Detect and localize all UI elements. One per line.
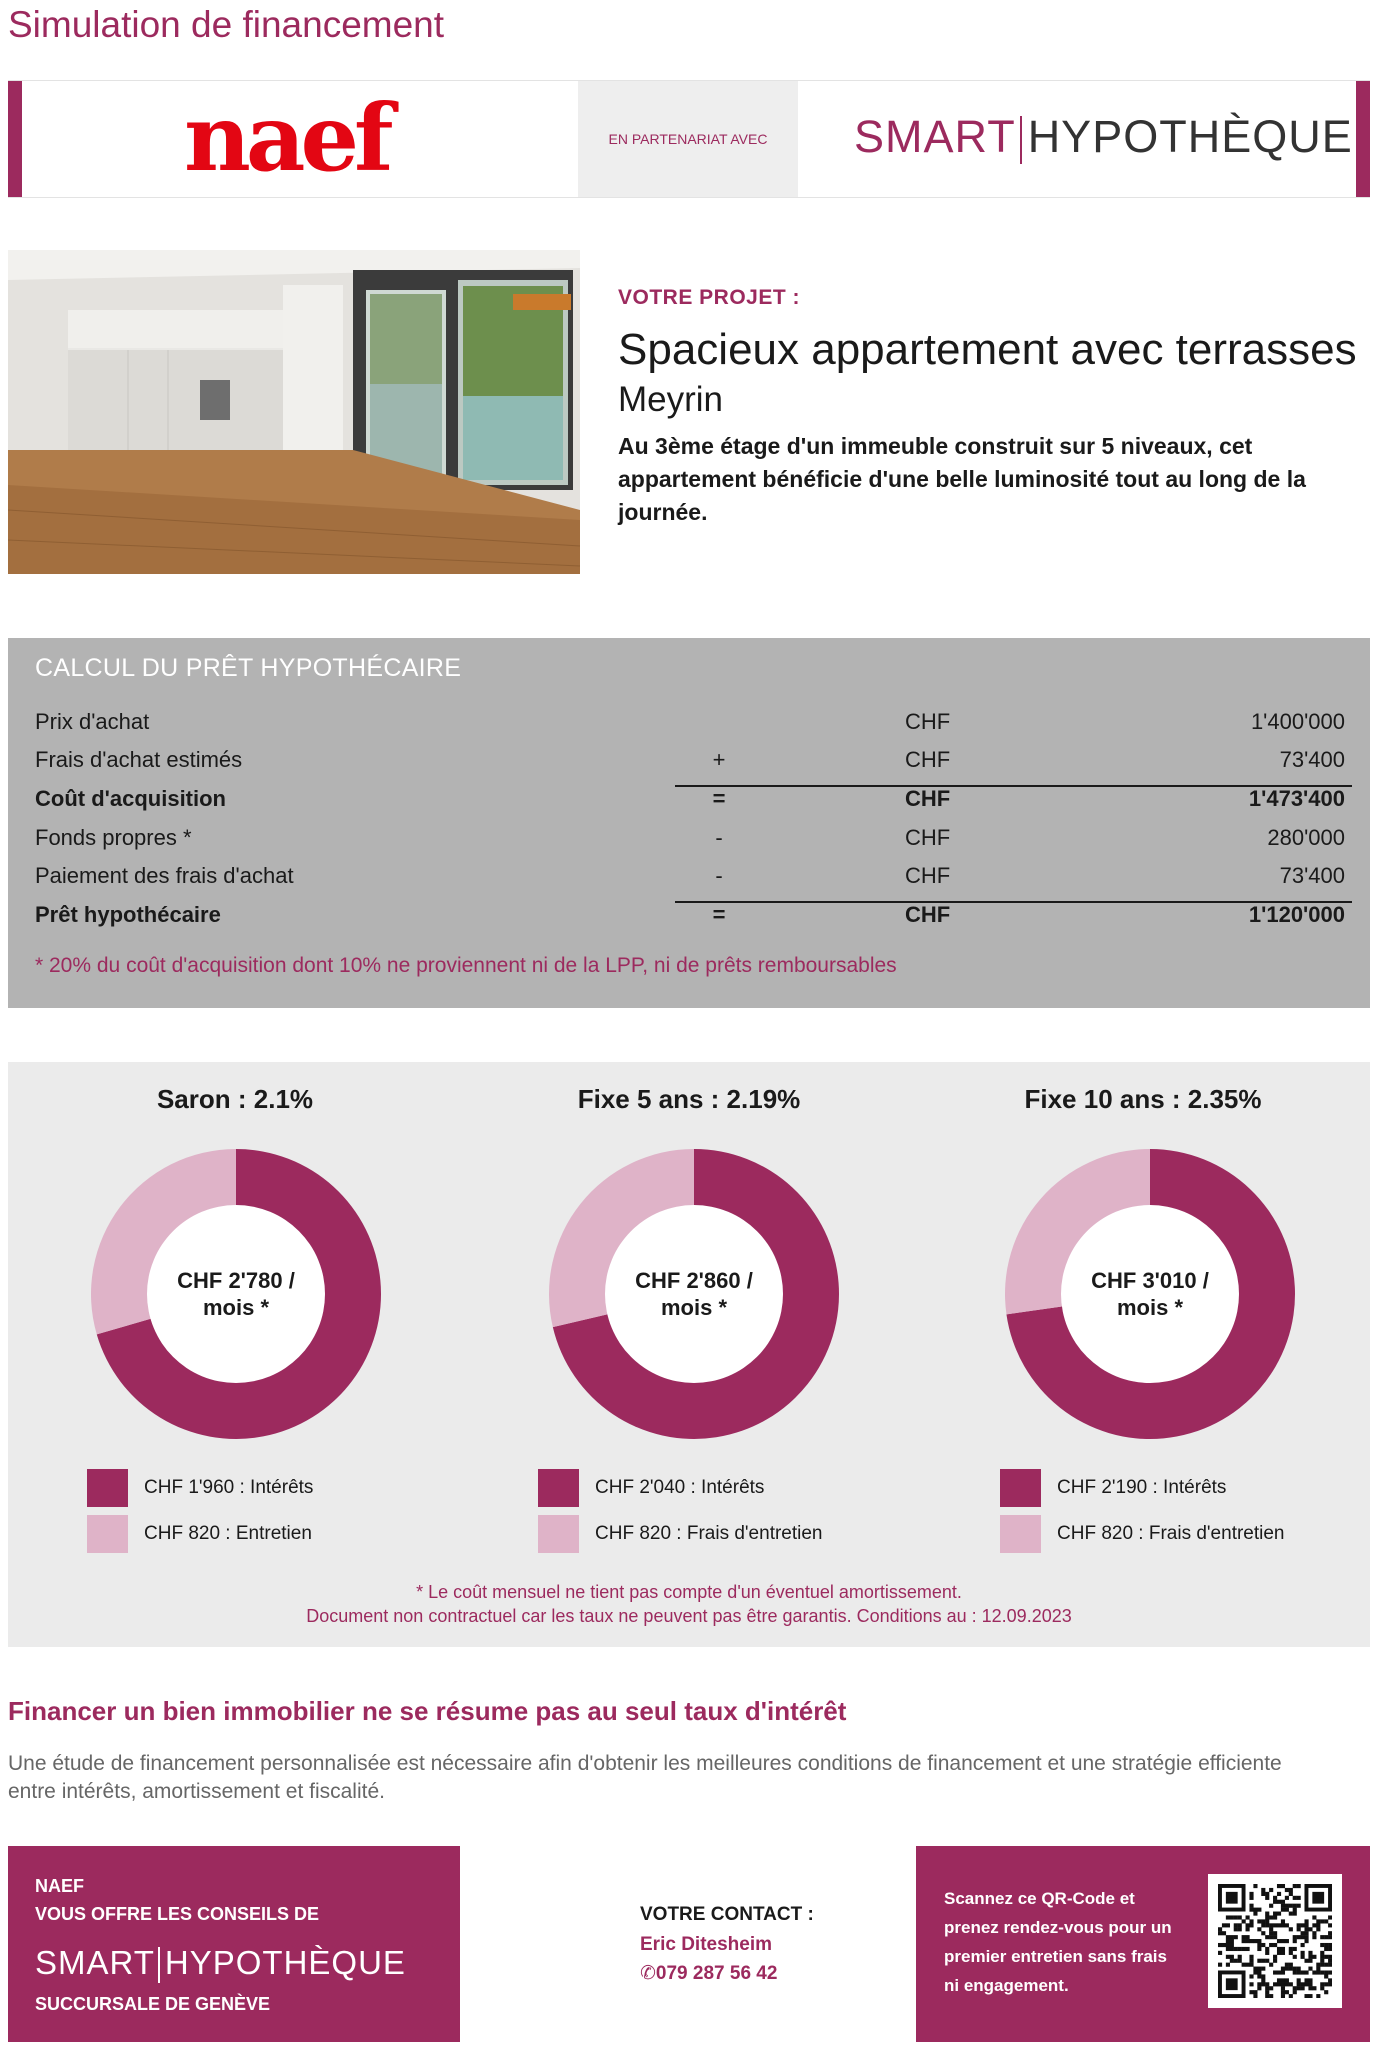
legend-label: CHF 820 : Frais d'entretien [1057, 1523, 1285, 1544]
project-info [618, 286, 1358, 529]
logo-separator [1020, 116, 1022, 164]
footer-qr-block [916, 1846, 1370, 2042]
project-photo [8, 250, 580, 574]
project-title: Spacieux appartement avec terrasses [618, 325, 1357, 374]
donut-chart [1000, 1144, 1300, 1444]
footer-contact-block [460, 1846, 916, 2042]
smart-hypotheque-logo[interactable] [854, 111, 1353, 164]
row-currency: CHF [905, 825, 951, 850]
smart-logo-right: HYPOTHÈQUE [1027, 111, 1353, 162]
project-description: Au 3ème étage d'un immeuble construit sur 5 niveaux, cet appartement bénéficie d'une belle luminosité tout au long de la journée. [618, 433, 1306, 525]
row-currency: CHF [905, 902, 951, 927]
row-label: Prêt hypothécaire [35, 902, 221, 927]
donut-hole [605, 1205, 783, 1383]
rate-card-saron [8, 1062, 462, 1562]
donut-hole [147, 1205, 325, 1383]
footer-naef-label: NAEF [35, 1876, 84, 1896]
legend-interest [1000, 1468, 1226, 1508]
row-currency: CHF [905, 786, 951, 811]
advice-heading: Financer un bien immobilier ne se résume pas au seul taux d'intérêt [8, 1696, 847, 1726]
legend-label: CHF 2'040 : Intérêts [595, 1477, 765, 1498]
loan-row-cost-payment [35, 857, 1345, 895]
donut-center-line2: mois * [1116, 1295, 1184, 1320]
apartment-interior-image [8, 250, 580, 574]
row-operator: = [712, 902, 726, 927]
legend-swatch-interest [538, 1469, 579, 1507]
footer-logo-right: HYPOTHÈQUE [164, 1944, 406, 1981]
loan-row-equity [35, 819, 1345, 857]
row-currency: CHF [905, 863, 951, 888]
donut-center-line1: CHF 2'780 / [177, 1268, 295, 1293]
rate-title: Saron : 2.1% [156, 1084, 314, 1114]
donut-hole [1061, 1205, 1239, 1383]
donut-center-line2: mois * [660, 1295, 728, 1320]
row-currency: CHF [905, 709, 951, 734]
rate-title: Fixe 10 ans : 2.35% [1024, 1084, 1262, 1114]
rate-title: Fixe 5 ans : 2.19% [577, 1084, 801, 1114]
loan-row-acquisition-cost [35, 780, 1345, 818]
legend-label: CHF 1'960 : Intérêts [144, 1477, 314, 1498]
equity-footnote: * 20% du coût d'acquisition dont 10% ne proviennent ni de la LPP, ni de prêts remboursables [35, 954, 897, 977]
naef-logo[interactable]: naef [184, 84, 389, 192]
row-operator: = [712, 786, 726, 811]
row-label: Fonds propres * [35, 825, 192, 850]
qr-code[interactable] [1208, 1874, 1342, 2008]
row-operator: + [712, 747, 726, 772]
row-label: Paiement des frais d'achat [35, 863, 294, 888]
smart-logo-left: SMART [854, 111, 1016, 162]
row-amount: 1'120'000 [1248, 902, 1345, 927]
loan-row-purchase-costs [35, 741, 1345, 779]
footer-advisor-block [8, 1846, 460, 2042]
accent-bar-left [8, 81, 22, 197]
qr-call-to-action: Scannez ce QR-Code et prenez rendez-vous pour un premier entretien sans frais ni engagement. [944, 1889, 1172, 1995]
legend-label: CHF 2'190 : Intérêts [1057, 1477, 1227, 1498]
logo-separator [158, 1947, 160, 1983]
legend-swatch-interest [87, 1469, 128, 1507]
project-label: VOTRE PROJET : [618, 286, 801, 309]
row-amount: 73'400 [1279, 863, 1345, 888]
accent-bar-right [1356, 81, 1370, 197]
legend-maintenance [538, 1514, 823, 1554]
row-label: Coût d'acquisition [35, 786, 226, 811]
row-currency: CHF [905, 747, 951, 772]
loan-calc-title: CALCUL DU PRÊT HYPOTHÉCAIRE [35, 654, 462, 682]
loan-row-mortgage [35, 896, 1345, 934]
donut-center-line1: CHF 3'010 / [1091, 1268, 1209, 1293]
legend-interest [87, 1468, 313, 1508]
row-amount: 1'473'400 [1248, 786, 1345, 811]
donut-center-line2: mois * [202, 1295, 270, 1320]
row-amount: 1'400'000 [1250, 709, 1345, 734]
rates-footnote-line1: * Le coût mensuel ne tient pas compte d'un éventuel amortissement. [416, 1582, 962, 1602]
qr-code-icon [1218, 1884, 1332, 1998]
row-operator: - [715, 825, 723, 850]
rates-footnote-line2: Document non contractuel car les taux ne peuvent pas être garantis. Conditions au : 12.09.2023 [306, 1606, 1072, 1626]
partner-label: EN PARTENARIAT AVEC [578, 81, 798, 197]
legend-swatch-maintenance [1000, 1515, 1041, 1553]
row-operator: - [715, 863, 723, 888]
footer-offer-label: VOUS OFFRE LES CONSEILS DE [35, 1904, 320, 1924]
donut-center-line1: CHF 2'860 / [635, 1268, 753, 1293]
contact-phone-link[interactable]: ✆079 287 56 42 [640, 1963, 778, 1984]
loan-row-purchase-price [35, 703, 1345, 741]
rate-card-fixed-10 [916, 1062, 1370, 1562]
advice-text: Une étude de financement personnalisée est nécessaire afin d'obtenir les meilleures conditions de financement et une stratégie efficiente entre intérêts, amortissement et fiscalité. [8, 1752, 1282, 1803]
legend-maintenance [1000, 1514, 1285, 1554]
legend-interest [538, 1468, 764, 1508]
donut-chart [544, 1144, 844, 1444]
legend-label: CHF 820 : Entretien [144, 1523, 312, 1544]
legend-swatch-maintenance [538, 1515, 579, 1553]
project-city: Meyrin [618, 380, 724, 419]
legend-swatch-maintenance [87, 1515, 128, 1553]
rates-footnote [8, 1580, 1370, 1628]
footer-branch-label: SUCCURSALE DE GENÈVE [35, 1994, 271, 2014]
legend-maintenance [87, 1514, 312, 1554]
row-label: Prix d'achat [35, 709, 150, 734]
header-banner [8, 80, 1370, 198]
legend-label: CHF 820 : Frais d'entretien [595, 1523, 823, 1544]
row-amount: 73'400 [1279, 747, 1345, 772]
footer-smart-logo [35, 1944, 406, 1983]
contact-name[interactable]: Eric Ditesheim [640, 1934, 772, 1955]
contact-heading: VOTRE CONTACT : [640, 1904, 814, 1925]
donut-chart [86, 1144, 386, 1444]
rate-comparison-panel [8, 1062, 1370, 1647]
legend-swatch-interest [1000, 1469, 1041, 1507]
loan-calculation-panel [8, 638, 1370, 1008]
row-amount: 280'000 [1267, 825, 1345, 850]
row-label: Frais d'achat estimés [35, 747, 243, 772]
page-title: Simulation de financement [8, 4, 445, 45]
footer-logo-left: SMART [35, 1944, 155, 1981]
rate-card-fixed-5 [462, 1062, 916, 1562]
